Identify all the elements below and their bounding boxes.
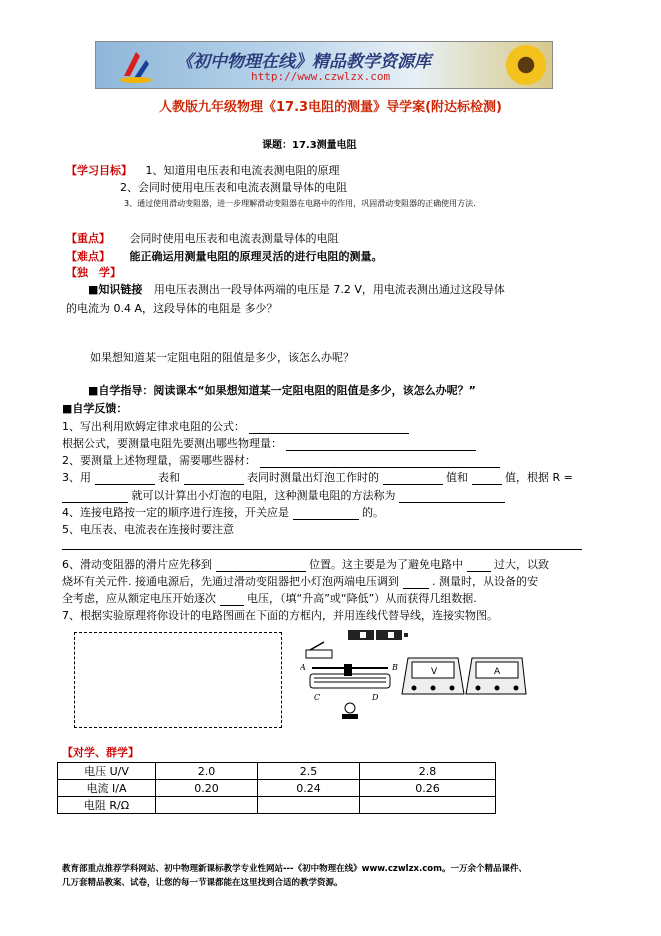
document-title: 人教版九年级物理《17.3电阻的测量》导学案(附达标检测) bbox=[159, 100, 502, 115]
table-cell-input[interactable] bbox=[156, 797, 258, 814]
answer-blank[interactable] bbox=[184, 473, 244, 485]
key-point bbox=[66, 230, 339, 246]
table-row-label: 电流 I/A bbox=[58, 780, 156, 797]
table-cell: 2.0 bbox=[156, 763, 258, 780]
question-4-text-a: 4、连接电路按一定的顺序进行连接，开关应是 bbox=[62, 506, 289, 519]
footer bbox=[62, 862, 527, 890]
question-6-text-g: 电压，（填“升高”或“降低”）从而获得几组数据. bbox=[247, 592, 477, 605]
answer-blank[interactable] bbox=[249, 422, 409, 434]
question-1b-text: 根据公式，要测量电阻先要测出哪些物理量： bbox=[62, 437, 282, 450]
answer-blank[interactable] bbox=[62, 491, 128, 503]
difficulty bbox=[66, 248, 383, 264]
question-3a bbox=[62, 469, 573, 485]
question-3-text-f: 就可以计算出小灯泡的电阻，这种测量电阻的方法称为 bbox=[131, 489, 396, 502]
table-row bbox=[58, 797, 496, 814]
self-study-label: 【独 学】 bbox=[66, 266, 121, 279]
table-row-label: 电阻 R/Ω bbox=[58, 797, 156, 814]
banner-url[interactable]: http://www.czwlzx.com bbox=[251, 70, 391, 83]
table-cell: 0.24 bbox=[258, 780, 360, 797]
circuit-drawing-box[interactable] bbox=[74, 632, 282, 728]
sunflower-image bbox=[506, 45, 546, 85]
answer-blank[interactable] bbox=[220, 594, 244, 606]
voltmeter-icon bbox=[402, 658, 464, 694]
goal-item-1: 1、知道用电压表和电流表测电阻的原理 bbox=[145, 164, 340, 177]
table-cell-input[interactable] bbox=[360, 797, 496, 814]
goals-section bbox=[66, 162, 340, 178]
answer-blank[interactable] bbox=[399, 491, 505, 503]
question-3-text-a: 3、用 bbox=[62, 471, 91, 484]
answer-blank[interactable] bbox=[293, 508, 359, 520]
answer-line[interactable] bbox=[62, 538, 582, 550]
rheostat-label-d: D bbox=[372, 693, 379, 702]
svg-text:V: V bbox=[431, 667, 438, 677]
question-2 bbox=[62, 452, 500, 468]
lesson-topic: 课题：17.3测量电阻 bbox=[262, 140, 357, 151]
question-3-text-d: 值和 bbox=[446, 471, 468, 484]
difficulty-label: 【难点】 bbox=[66, 250, 110, 263]
question-1b bbox=[62, 435, 476, 451]
difficulty-text: 能正确运用测量电阻的原理灵活的进行电阻的测量。 bbox=[129, 250, 383, 263]
ammeter-icon bbox=[466, 658, 526, 694]
question-5: 5、电压表、电流表在连接时要注意 bbox=[62, 523, 234, 536]
goal-item-3: 3、通过使用滑动变阻器，进一步理解滑动变阻器在电路中的作用，巩固滑动变阻器的正确使用方法. bbox=[124, 199, 476, 208]
question-7: 7、根据实验原理将你设计的电路图画在下面的方框内，并用连线代替导线，连接实物图。 bbox=[62, 609, 498, 622]
answer-blank[interactable] bbox=[286, 439, 476, 451]
table-cell-input[interactable] bbox=[258, 797, 360, 814]
data-table bbox=[57, 762, 496, 814]
group-study-label: 【对学、群学】 bbox=[62, 746, 139, 759]
question-6-text-b: 位置。这主要是为了避免电路中 bbox=[309, 558, 463, 571]
table-row bbox=[58, 780, 496, 797]
question-4-text-b: 的。 bbox=[362, 506, 384, 519]
svg-text:A: A bbox=[494, 667, 501, 677]
key-point-text: 会同时使用电压表和电流表测量导体的电阻 bbox=[129, 232, 339, 245]
question-3-text-e: 值，根据 R = bbox=[505, 471, 573, 484]
footer-line-2: 几万套精品教案、试卷，让您的每一节课都能在这里找到合适的教学资源。 bbox=[62, 878, 343, 888]
table-cell: 0.20 bbox=[156, 780, 258, 797]
table-row bbox=[58, 763, 496, 780]
question-6-text-f: 全考虑，应从额定电压开始逐次 bbox=[62, 592, 216, 605]
self-study-guide: ■自学指导：阅读课本“如果想知道某一定阻电阻的阻值是多少，该怎么办呢？” bbox=[88, 384, 476, 397]
question-6c bbox=[62, 590, 477, 606]
question-3-text-c: 表同时测量出灯泡工作时的 bbox=[247, 471, 379, 484]
question-6-text-e: . 测量时，从设备的安 bbox=[432, 575, 538, 588]
knowledge-link-label: ■知识链接 bbox=[88, 283, 143, 296]
self-study-feedback-label: ■自学反馈： bbox=[62, 402, 128, 415]
rheostat-label-c: C bbox=[314, 693, 321, 702]
banner-title: 《初中物理在线》精品教学资源库 bbox=[176, 52, 431, 72]
table-cell: 2.5 bbox=[258, 763, 360, 780]
key-point-label: 【重点】 bbox=[66, 232, 110, 245]
table-cell: 0.26 bbox=[360, 780, 496, 797]
question-6a bbox=[62, 556, 549, 572]
switch-icon bbox=[306, 642, 332, 658]
question-2-text: 2、要测量上述物理量，需要哪些器材： bbox=[62, 454, 256, 467]
answer-blank[interactable] bbox=[467, 560, 491, 572]
header-banner bbox=[95, 41, 553, 89]
answer-blank[interactable] bbox=[216, 560, 306, 572]
table-row-label: 电压 U/V bbox=[58, 763, 156, 780]
apparatus-illustration bbox=[300, 628, 528, 728]
knowledge-link-text-2: 的电流为 0.4 A，这段导体的电阻是 多少？ bbox=[66, 302, 278, 315]
self-study-question: 如果想知道某一定阻电阻的阻值是多少，该怎么办呢？ bbox=[90, 351, 354, 364]
question-6-text-c: 过大，以致 bbox=[494, 558, 549, 571]
table-cell: 2.8 bbox=[360, 763, 496, 780]
answer-blank[interactable] bbox=[383, 473, 443, 485]
question-6-text-d: 烧坏有关元件. 接通电源后，先通过滑动变阻器把小灯泡两端电压调到 bbox=[62, 575, 399, 588]
question-3-text-b: 表和 bbox=[158, 471, 180, 484]
question-6-text-a: 6、滑动变阻器的滑片应先移到 bbox=[62, 558, 212, 571]
rheostat-label-b: B bbox=[392, 663, 398, 672]
rheostat-label-a: A bbox=[300, 663, 306, 672]
footer-line-1: 教育部重点推荐学科网站、初中物理新课标教学专业性网站---《初中物理在线》www.czwlzx.com。一万余个精品课件、 bbox=[62, 864, 527, 874]
knowledge-link-text-1: 用电压表测出一段导体两端的电压是 7.2 V，用电流表测出通过这段导体 bbox=[153, 283, 505, 296]
goal-item-2: 2、会同时使用电压表和电流表测量导体的电阻 bbox=[120, 181, 347, 194]
bulb-icon bbox=[342, 703, 358, 719]
rheostat-icon bbox=[300, 663, 398, 702]
answer-blank[interactable] bbox=[95, 473, 155, 485]
question-3b bbox=[62, 487, 505, 503]
answer-blank[interactable] bbox=[472, 473, 502, 485]
answer-blank[interactable] bbox=[403, 577, 429, 589]
answer-blank[interactable] bbox=[260, 456, 500, 468]
question-4 bbox=[62, 504, 384, 520]
knowledge-link bbox=[88, 281, 505, 297]
site-logo-icon bbox=[116, 46, 156, 86]
question-1a bbox=[62, 418, 409, 434]
question-6b bbox=[62, 573, 538, 589]
question-1a-text: 1、写出利用欧姆定律求电阻的公式： bbox=[62, 420, 245, 433]
battery-icon bbox=[348, 630, 408, 640]
goals-label: 【学习目标】 bbox=[66, 164, 132, 177]
